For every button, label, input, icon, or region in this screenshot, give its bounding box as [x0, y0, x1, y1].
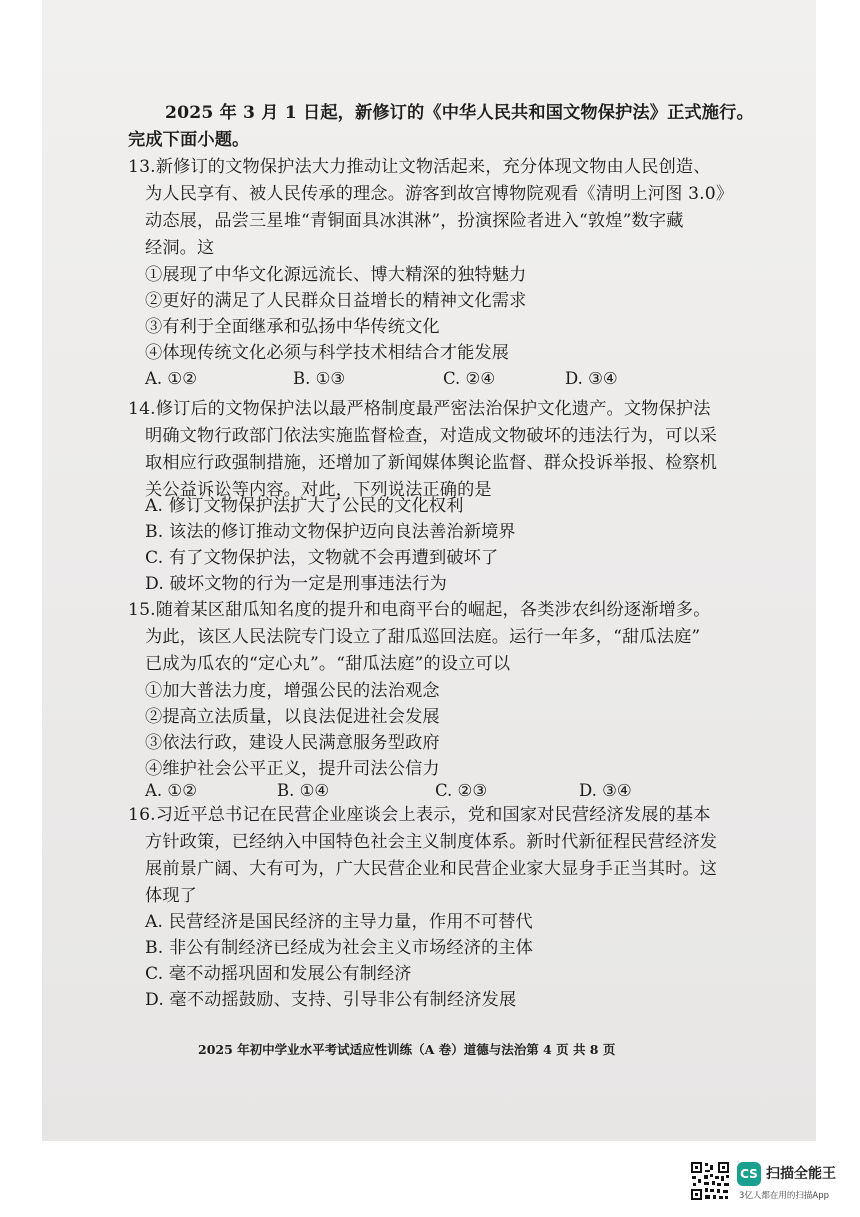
intro-line: 完成下面小题。 [128, 130, 250, 150]
question-text: 体现了 [145, 886, 198, 906]
option-d: D. 破坏文物的行为一定是刑事违法行为 [145, 574, 447, 594]
statement-item: ①展现了中华文化源远流长、博大精深的独特魅力 [145, 265, 527, 285]
choice-c: C. ②③ [435, 781, 488, 800]
qr-code-icon [690, 1161, 730, 1201]
question-text: 已成为瓜农的“定心丸”。“甜瓜法庭”的设立可以 [145, 654, 511, 674]
option-c: C. 毫不动摇巩固和发展公有制经济 [145, 964, 412, 984]
question-text: 明确文物行政部门依法实施监督检查，对造成文物破坏的违法行为，可以采 [145, 426, 718, 446]
question-text: 经洞。这 [145, 238, 215, 258]
question-text: 为人民享有、被人民传承的理念。游客到故宫博物院观看《清明上河图 3.0》 [145, 184, 734, 204]
statement-item: ③依法行政，建设人民满意服务型政府 [145, 733, 440, 753]
question-text: 为此，该区人民法院专门设立了甜瓜巡回法庭。运行一年多，“甜瓜法庭” [145, 627, 701, 647]
intro-line: 2025 年 3 月 1 日起，新修订的《中华人民共和国文物保护法》正式施行。 [165, 103, 754, 123]
statement-item: ③有利于全面继承和弘扬中华传统文化 [145, 317, 440, 337]
question-text: 15.随着某区甜瓜知名度的提升和电商平台的崛起，各类涉农纠纷逐渐增多。 [128, 600, 711, 620]
option-a: A. 民营经济是国民经济的主导力量，作用不可替代 [145, 912, 533, 932]
option-c: C. 有了文物保护法，文物就不会再遭到破坏了 [145, 548, 499, 568]
statement-item: ④维护社会公平正义，提升司法公信力 [145, 759, 440, 779]
question-text: 14.修订后的文物保护法以最严格制度最严密法治保护文化遗产。文物保护法 [128, 399, 711, 419]
camscanner-logo-icon: CS [737, 1162, 761, 1186]
option-a: A. 修订文物保护法扩大了公民的文化权利 [145, 496, 464, 516]
option-b: B. 该法的修订推动文物保护迈向良法善治新境界 [145, 522, 516, 542]
question-text: 展前景广阔、大有可为，广大民营企业和民营企业家大显身手正当其时。这 [145, 859, 718, 879]
question-text: 动态展，品尝三星堆“青铜面具冰淇淋”，扮演探险者进入“敦煌”数字藏 [145, 211, 684, 231]
statement-item: ④体现传统文化必须与科学技术相结合才能发展 [145, 343, 510, 363]
choice-a: A. ①② [145, 369, 197, 388]
answer-choices [145, 368, 618, 390]
statement-item: ①加大普法力度，增强公民的法治观念 [145, 681, 440, 701]
question-text: 关公益诉讼等内容。对此，下列说法正确的是 [145, 480, 492, 500]
app-brand-name: 扫描全能王 [766, 1166, 836, 1182]
choice-d: D. ③④ [579, 781, 632, 800]
page-footer: 2025 年初中学业水平考试适应性训练（A 卷）道德与法治第 4 页 共 8 页 [198, 1042, 616, 1057]
option-d: D. 毫不动摇鼓励、支持、引导非公有制经济发展 [145, 990, 517, 1010]
app-tagline: 3亿人都在用的扫描App [739, 1191, 830, 1201]
option-b: B. 非公有制经济已经成为社会主义市场经济的主体 [145, 938, 534, 958]
statement-item: ②更好的满足了人民群众日益增长的精神文化需求 [145, 291, 527, 311]
choice-d: D. ③④ [565, 369, 618, 388]
question-text: 13.新修订的文物保护法大力推动让文物活起来，充分体现文物由人民创造、 [128, 157, 711, 177]
question-text: 取相应行政强制措施，还增加了新闻媒体舆论监督、群众投诉举报、检察机 [145, 453, 718, 473]
answer-choices [145, 780, 632, 802]
question-text: 16.习近平总书记在民营企业座谈会上表示，党和国家对民营经济发展的基本 [128, 805, 711, 825]
choice-c: C. ②④ [443, 369, 496, 388]
question-text: 方针政策，已经纳入中国特色社会主义制度体系。新时代新征程民营经济发 [145, 832, 718, 852]
choice-a: A. ①② [145, 781, 197, 800]
choice-b: B. ①④ [277, 781, 330, 800]
choice-b: B. ①③ [293, 369, 346, 388]
statement-item: ②提高立法质量，以良法促进社会发展 [145, 707, 440, 727]
